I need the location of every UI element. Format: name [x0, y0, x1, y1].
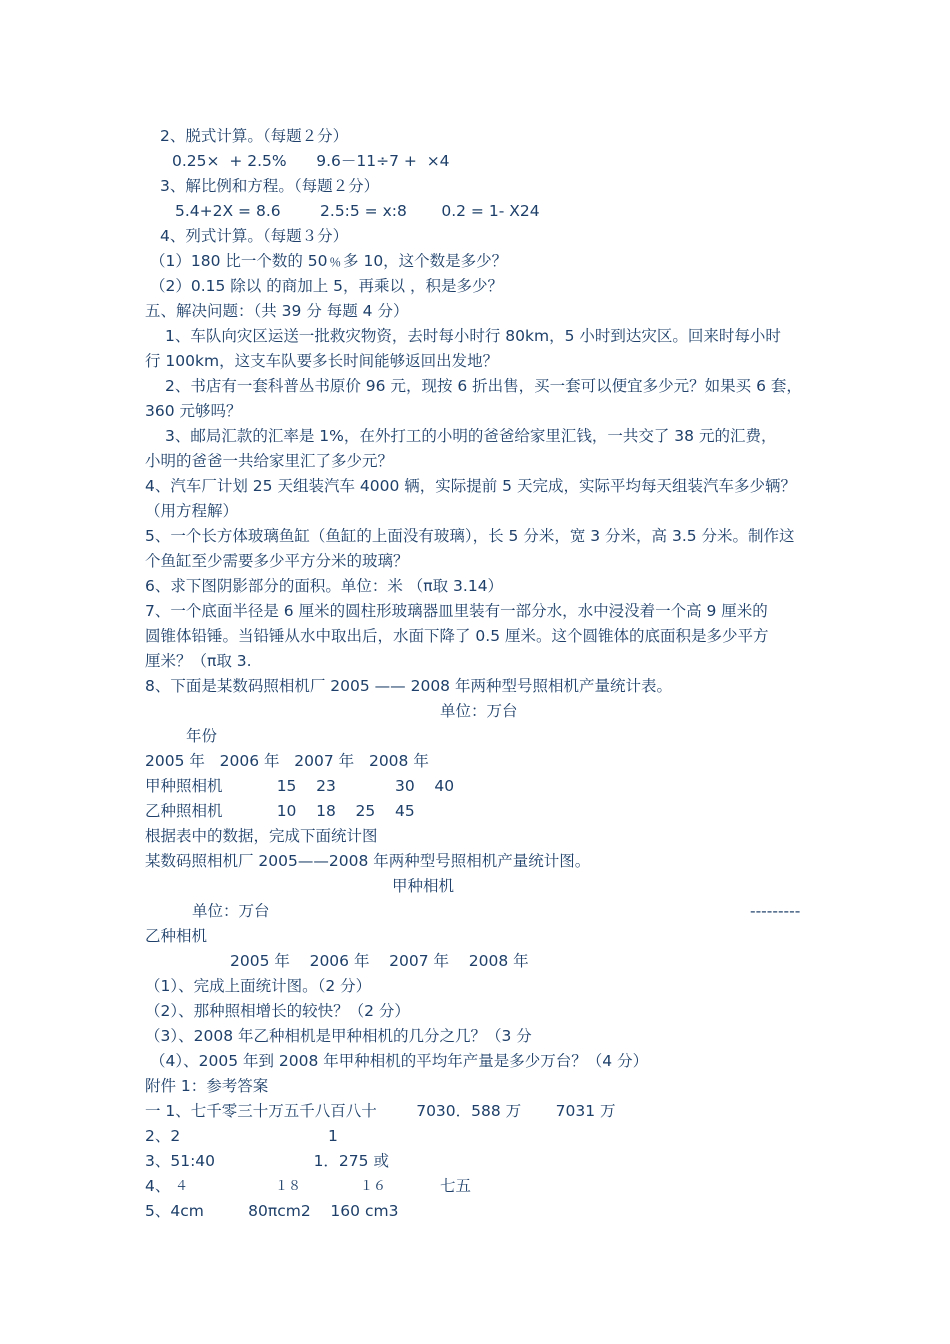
question-2: （2）、那种照相增长的较快？（2 分）	[145, 1002, 410, 1020]
chart-unit: 单位：万台	[192, 902, 270, 920]
chart-legend-camera-b: 乙种相机	[145, 927, 208, 945]
answer-4-value-c: １６	[360, 1179, 387, 1194]
problem-6: 6、求下图阴影部分的面积。单位：米 （π取 3.14）	[145, 577, 504, 595]
list-calc-heading: 4、列式计算。（每题３分）	[160, 227, 349, 245]
answer-4-value-d: 七五	[440, 1177, 472, 1195]
chart-legend-dash: ---------	[750, 902, 801, 920]
chart-legend-camera-a: 甲种相机	[392, 877, 455, 895]
table-row-camera-a: 甲种照相机 15 23 30 40	[145, 777, 455, 795]
list-calc-item-1: （1）180 比一个数的 50﹪多 10，这个数是多少？	[150, 252, 508, 270]
answer-3: 3、51:40 1．275 或	[145, 1152, 389, 1170]
equation-heading: 3、解比例和方程。（每题２分）	[160, 177, 380, 195]
question-4: （4）、2005 年到 2008 年甲种相机的平均年产量是多少万台？（4 分）	[150, 1052, 649, 1070]
answer-4-label: 4、	[145, 1177, 171, 1195]
table-row-camera-b: 乙种照相机 10 18 25 45	[145, 802, 415, 820]
answer-1: 一 1、七千零三十万五千八百八十 7030．588 万 7031 万	[145, 1102, 616, 1120]
problem-8-intro: 8、下面是某数码照相机厂 2005 —— 2008 年两种型号照相机产量统计表。	[145, 677, 672, 695]
table-unit: 单位：万台	[440, 702, 518, 720]
question-3: （3）、2008 年乙种相机是甲种相机的几分之几？（3 分	[145, 1027, 532, 1045]
answer-4-value-a: ４	[175, 1179, 189, 1194]
problem-5-line-1: 5、一个长方体玻璃鱼缸（鱼缸的上面没有玻璃），长 5 分米，宽 3 分米，高 3.5 分米。制作这	[145, 527, 795, 545]
problem-1-line-1: 1、车队向灾区运送一批救灾物资，去时每小时行 80km，5 小时到达灾区。回来时每小时	[165, 327, 781, 345]
answer-heading: 附件 1：参考答案	[145, 1077, 269, 1095]
question-1: （1）、完成上面统计图。（2 分）	[145, 977, 372, 995]
problem-2-line-2: 360 元够吗？	[145, 402, 242, 420]
problem-4-line-1: 4、汽车厂计划 25 天组装汽车 4000 辆，实际提前 5 天完成，实际平均每天组装汽车多少辆？	[145, 477, 796, 495]
table-years-row: 2005 年 2006 年 2007 年 2008 年	[145, 752, 429, 770]
problem-3-line-2: 小明的爸爸一共给家里汇了多少元？	[145, 452, 394, 470]
problem-7-line-1: 7、一个底面半径是 6 厘米的圆柱形玻璃器皿里装有一部分水，水中浸没着一个高 9 厘米的	[145, 602, 768, 620]
problem-3-line-1: 3、邮局汇款的汇率是 1%，在外打工的小明的爸爸给家里汇钱，一共交了 38 元的汇费，	[165, 427, 777, 445]
answer-5: 5、4cm 80πcm2 160 cm3	[145, 1202, 399, 1220]
problem-2-line-1: 2、书店有一套科普丛书原价 96 元，现按 6 折出售，买一套可以便宜多少元？如果买 6 套，	[165, 377, 802, 395]
chart-instruction: 根据表中的数据，完成下面统计图	[145, 827, 378, 845]
chart-x-axis-years: 2005 年 2006 年 2007 年 2008 年	[230, 952, 529, 970]
calc-heading: 2、脱式计算。（每题２分）	[160, 127, 349, 145]
problem-1-line-2: 行 100km，这支车队要多长时间能够返回出发地？	[145, 352, 499, 370]
chart-title: 某数码照相机厂 2005——2008 年两种型号照相机产量统计图。	[145, 852, 591, 870]
answer-2: 2、2 1	[145, 1127, 338, 1145]
list-calc-item-2: （2）0.15 除以 的商加上 5，再乘以 ，积是多少？	[150, 277, 503, 295]
problem-4-line-2: （用方程解）	[145, 502, 239, 520]
problem-7-line-2: 圆锥体铅锤。当铅锤从水中取出后，水面下降了 0.5 厘米。这个圆锥体的底面积是多少平方	[145, 627, 769, 645]
calc-expressions: 0.25× + 2.5% 9.6－11÷7 + ×4	[172, 152, 450, 170]
problem-5-line-2: 个鱼缸至少需要多少平方分米的玻璃？	[145, 552, 409, 570]
table-year-header: 年份	[186, 727, 218, 745]
problem-7-line-3: 厘米？（π取 3.	[145, 652, 252, 670]
section-five-heading: 五、解决问题：（共 39 分 每题 4 分）	[145, 302, 409, 320]
equation-items: 5.4+2X = 8.6 2.5:5 = x:8 0.2 = 1- X24	[175, 202, 540, 220]
answer-4-value-b: １８	[275, 1179, 302, 1194]
